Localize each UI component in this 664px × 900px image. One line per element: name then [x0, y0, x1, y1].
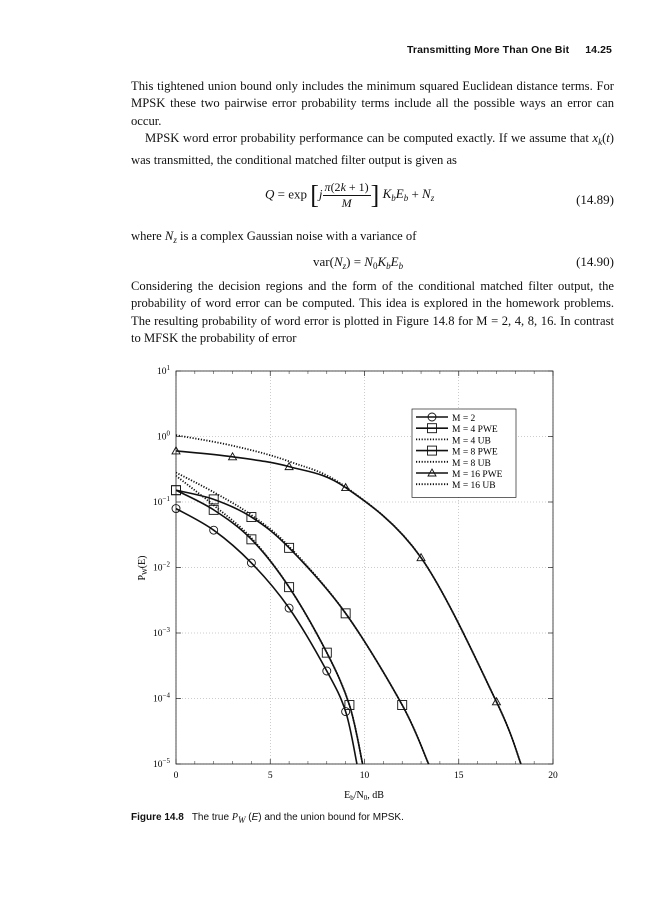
legend-label-6: M = 16 UB	[452, 481, 496, 492]
x-tick-label: 10	[359, 771, 370, 781]
y-tick-label: $10^{-5}$	[153, 757, 170, 770]
paragraph-3: where $N_z$ is a complex Gaussian noise with a variance of	[131, 229, 417, 245]
series-line-5	[176, 451, 521, 764]
x-tick-label: 0	[173, 771, 179, 781]
paragraph-1-text: This tightened union bound only includes the minimum squared Euclidean distance terms. For MPSK these two pairwise error probability terms include all the possible ways an error can occur.	[131, 79, 614, 128]
legend-label-5: M = 16 PWE	[452, 470, 503, 480]
page-number: 14.25	[585, 44, 612, 56]
legend-label-4: M = 8 UB	[452, 458, 491, 469]
equation-14-89: Q = exp [j $\frac{\pi(2k + 1)}{M}$ ] $K_bE_b + N_z$ (14.89)	[265, 180, 614, 210]
y-tick-label: $10^{-3}$	[153, 626, 170, 639]
series-line-2	[176, 476, 363, 764]
y-tick-label: $10^0$	[157, 429, 170, 443]
y-axis-label: $P_W(E)$	[137, 555, 149, 581]
figure-caption	[131, 812, 404, 825]
legend-label-3: M = 8 PWE	[452, 447, 498, 458]
series-line-0	[176, 509, 357, 764]
x-axis-label: $E_b/N_0$, dB	[344, 790, 384, 802]
x-tick-label: 20	[548, 771, 558, 781]
equation-number-89: (14.89)	[576, 192, 614, 207]
legend-label-0: M = 2	[452, 414, 476, 424]
legend-label-2: M = 4 UB	[452, 436, 491, 447]
y-tick-label: $10^{-4}$	[153, 691, 170, 705]
x-tick-label: 15	[454, 771, 464, 781]
chart-legend	[412, 409, 516, 497]
x-tick-label: 5	[267, 771, 273, 781]
caption-label: Figure 14.8	[131, 812, 184, 823]
y-tick-label: $10^{-1}$	[153, 495, 170, 508]
header-title: Transmitting More Than One Bit	[406, 44, 570, 56]
caption-text: The true PW (E) and the union bound for MPSK.	[191, 812, 404, 825]
equation-number-90: (14.90)	[576, 254, 614, 269]
y-tick-label: $10^{-2}$	[153, 560, 170, 574]
series-line-4	[176, 473, 429, 764]
paragraph-2: MPSK word error probability performance can be computed exactly. If we assume that $x_k(t)$ was transmitted, the conditional matched filter output is given as	[131, 131, 614, 167]
equation-14-90: $var(N_z) = N_0K_bE_b$ (14.90)	[313, 254, 614, 271]
y-tick-label: $10^1$	[157, 364, 170, 377]
series-line-1	[176, 490, 363, 764]
paragraph-4-text: Considering the decision regions and the form of the conditional matched filter output, the probability of word error can be computed. This idea is explored in the homework problems. The resulting probability of word error is plotted in Figure 14.8 for M = 2, 4, 8, 16. In contrast to MFSK the probability of error	[131, 279, 614, 346]
legend-label-1: M = 4 PWE	[452, 425, 498, 436]
